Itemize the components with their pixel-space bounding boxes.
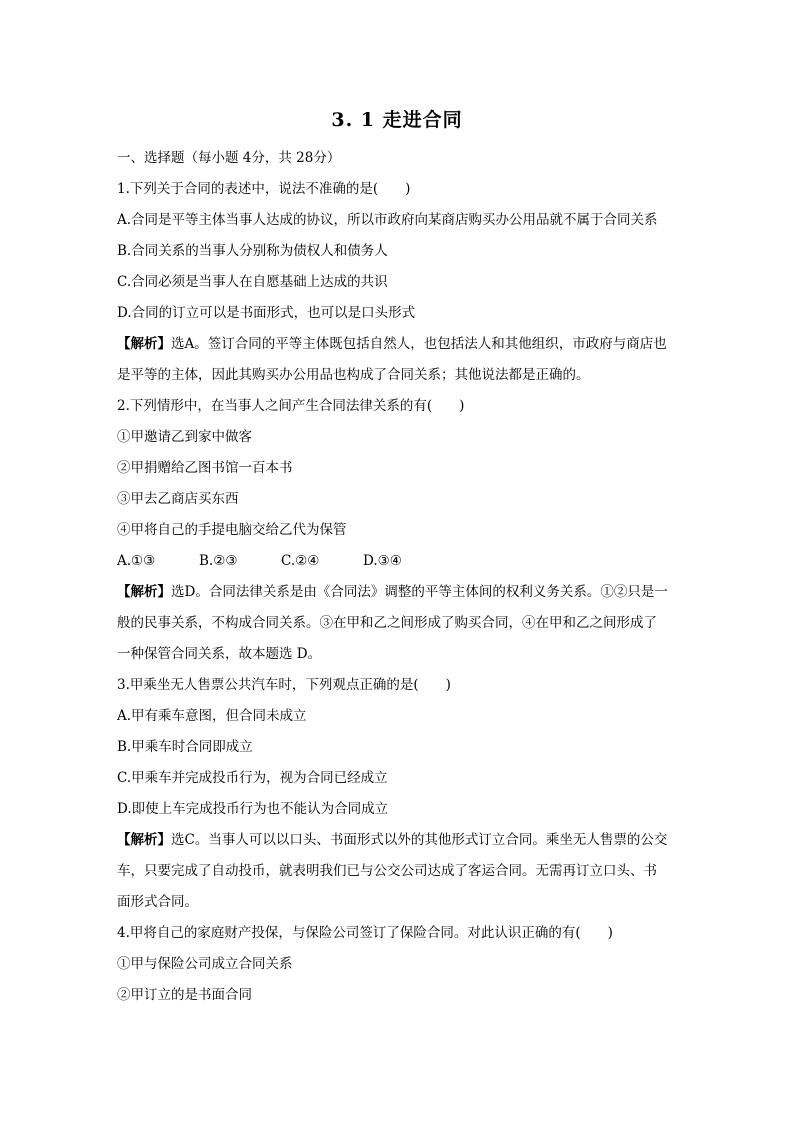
statement-item: ①甲与保险公司成立合同关系	[117, 956, 293, 972]
option-c: C.甲乘车并完成投币行为，视为合同已经成立	[117, 770, 388, 786]
option-d: D.即使上车完成投币行为也不能认为合同成立	[117, 801, 389, 817]
analysis-line	[117, 329, 677, 360]
page-title: 3. 1 走进合同	[331, 109, 463, 131]
analysis-text: 选C。当事人可以以口头、书面形式以外的其他形式订立合同。乘坐无人售票的公交	[171, 832, 668, 848]
option-a: A.①③	[117, 553, 156, 569]
question-3	[117, 670, 677, 918]
document-body	[117, 143, 677, 1011]
option-b: B.②③	[199, 553, 238, 569]
option-d: D.③④	[363, 553, 402, 569]
statement-item: ①甲邀请乙到家中做客	[117, 429, 252, 445]
analysis-text: 选D。合同法律关系是由《合同法》调整的平等主体间的权利义务关系。①②只是一	[171, 584, 668, 600]
analysis-line	[117, 577, 677, 608]
question-stem: 4.甲将自己的家庭财产投保，与保险公司签订了保险合同。对此认识正确的有( )	[117, 925, 613, 941]
analysis-text: 面形式合同。	[117, 894, 198, 910]
option-a: A.合同是平等主体当事人达成的协议，所以市政府向某商店购买办公用品就不属于合同关系	[117, 212, 658, 228]
analysis-text: 车，只要完成了自动投币，就表明我们已与公交公司达成了客运合同。无需再订立口头、书	[117, 863, 657, 879]
question-stem: 2.下列情形中，在当事人之间产生合同法律关系的有( )	[117, 398, 465, 414]
analysis-line	[117, 825, 677, 856]
statement-item: ④甲将自己的手提电脑交给乙代为保管	[117, 522, 347, 538]
statement-item: ②甲捐赠给乙图书馆一百本书	[117, 460, 293, 476]
option-b: B.甲乘车时合同即成立	[117, 739, 253, 755]
analysis-text: 是平等的主体，因此其购买办公用品也构成了合同关系；其他说法都是正确的。	[117, 367, 590, 383]
option-c: C.②④	[281, 553, 320, 569]
statement-item: ③甲去乙商店买东西	[117, 491, 239, 507]
section-header: 一、选择题（每小题 4分，共 28分）	[117, 150, 341, 166]
analysis-text: 般的民事关系，不构成合同关系。③在甲和乙之间形成了购买合同，④在甲和乙之间形成了	[117, 615, 657, 631]
question-2	[117, 391, 677, 670]
statement-item: ②甲订立的是书面合同	[117, 987, 252, 1003]
analysis-tag: 【解析】	[117, 832, 171, 848]
analysis-tag: 【解析】	[117, 584, 171, 600]
option-b: B.合同关系的当事人分别称为债权人和债务人	[117, 243, 388, 259]
option-d: D.合同的订立可以是书面形式，也可以是口头形式	[117, 305, 416, 321]
option-c: C.合同必须是当事人在自愿基础上达成的共识	[117, 274, 388, 290]
analysis-text: 选A。签订合同的平等主体既包括自然人，也包括法人和其他组织，市政府与商店也	[171, 336, 667, 352]
option-a: A.甲有乘车意图，但合同未成立	[117, 708, 307, 724]
analysis-text: 一种保管合同关系，故本题选 D。	[117, 646, 322, 662]
analysis-tag: 【解析】	[117, 336, 171, 352]
option-row	[117, 546, 677, 577]
question-stem: 3.甲乘坐无人售票公共汽车时，下列观点正确的是( )	[117, 677, 451, 693]
question-1	[117, 174, 677, 391]
question-4	[117, 918, 677, 1011]
question-stem: 1.下列关于合同的表述中，说法不准确的是( )	[117, 181, 411, 197]
